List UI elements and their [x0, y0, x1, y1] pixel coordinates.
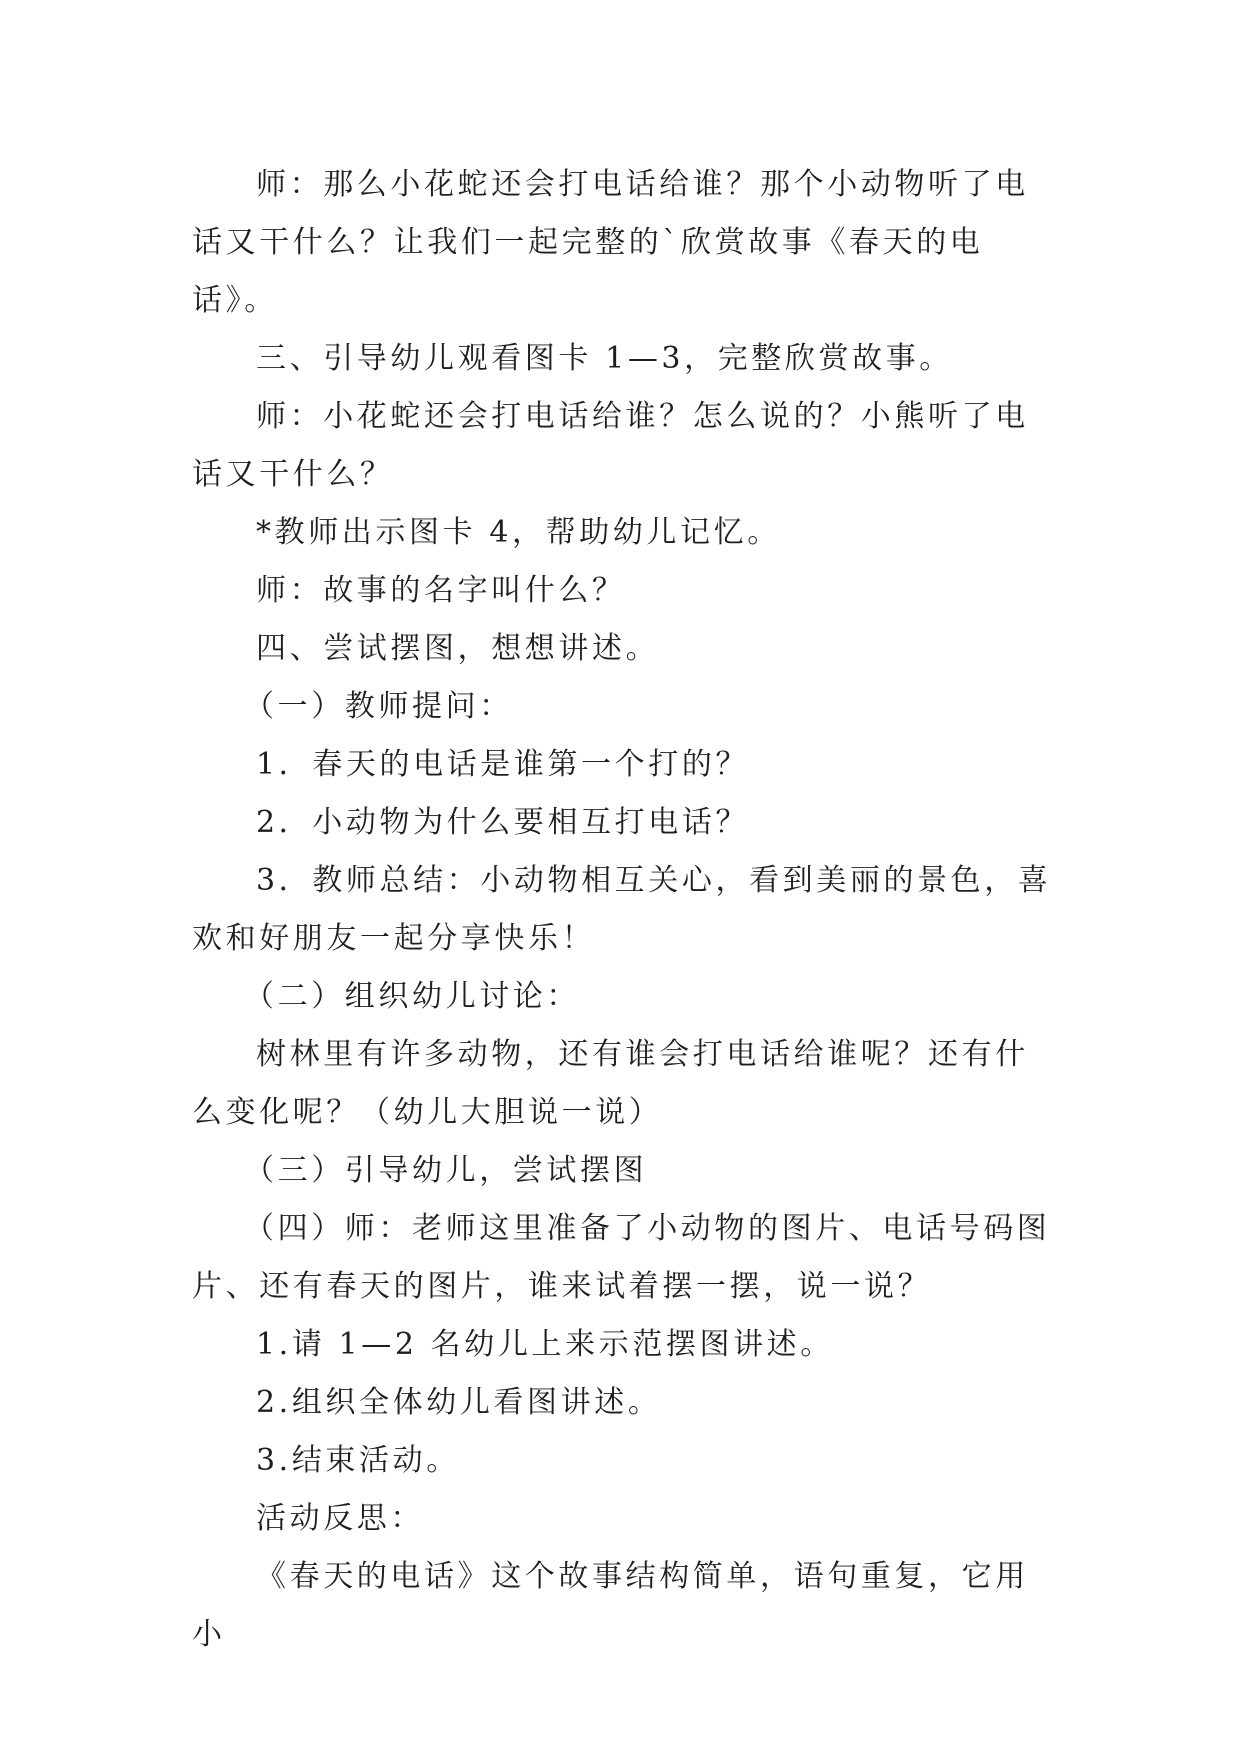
- subsection-heading: （二）组织幼儿讨论：: [244, 979, 580, 1014]
- list-item: 3.结束活动。: [256, 1443, 460, 1478]
- paragraph: 师：故事的名字叫什么？: [256, 573, 626, 608]
- paragraph: 师：小花蛇还会打电话给谁？怎么说的？小熊听了电话又干什么？: [192, 399, 1029, 492]
- list-item: 1．春天的电话是谁第一个打的？: [256, 747, 750, 782]
- list-item: 2．小动物为什么要相互打电话？: [256, 805, 750, 840]
- subsection-heading: （一）教师提问：: [244, 689, 513, 724]
- list-item: 2.组织全体幼儿看图讲述。: [256, 1385, 662, 1420]
- paragraph: 师：那么小花蛇还会打电话给谁？那个小动物听了电话又干什么？让我们一起完整的`欣赏故事《春天的电话》。: [192, 167, 1029, 318]
- paragraph: 树林里有许多动物，还有谁会打电话给谁呢？还有什么变化呢？（幼儿大胆说一说）: [192, 1037, 1029, 1130]
- paragraph: *教师出示图卡 4，帮助幼儿记忆。: [256, 515, 781, 550]
- paragraph: 《春天的电话》这个故事结构简单，语句重复，它用小: [192, 1559, 1029, 1652]
- subsection-heading: （四）师：老师这里准备了小动物的图片、电话号码图片、还有春天的图片，谁来试着摆一摆，说一说？: [192, 1211, 1051, 1304]
- section-heading: 四、尝试摆图，想想讲述。: [256, 631, 660, 666]
- subsection-heading: （三）引导幼儿，尝试摆图: [244, 1153, 648, 1188]
- section-heading: 活动反思：: [256, 1501, 424, 1536]
- section-heading: 三、引导幼儿观看图卡 1—3，完整欣赏故事。: [256, 341, 953, 376]
- list-item: 1.请 1—2 名幼儿上来示范摆图讲述。: [256, 1327, 834, 1362]
- list-item: 3．教师总结：小动物相互关心，看到美丽的景色，喜欢和好朋友一起分享快乐！: [192, 863, 1052, 956]
- document-body: [192, 156, 1052, 1664]
